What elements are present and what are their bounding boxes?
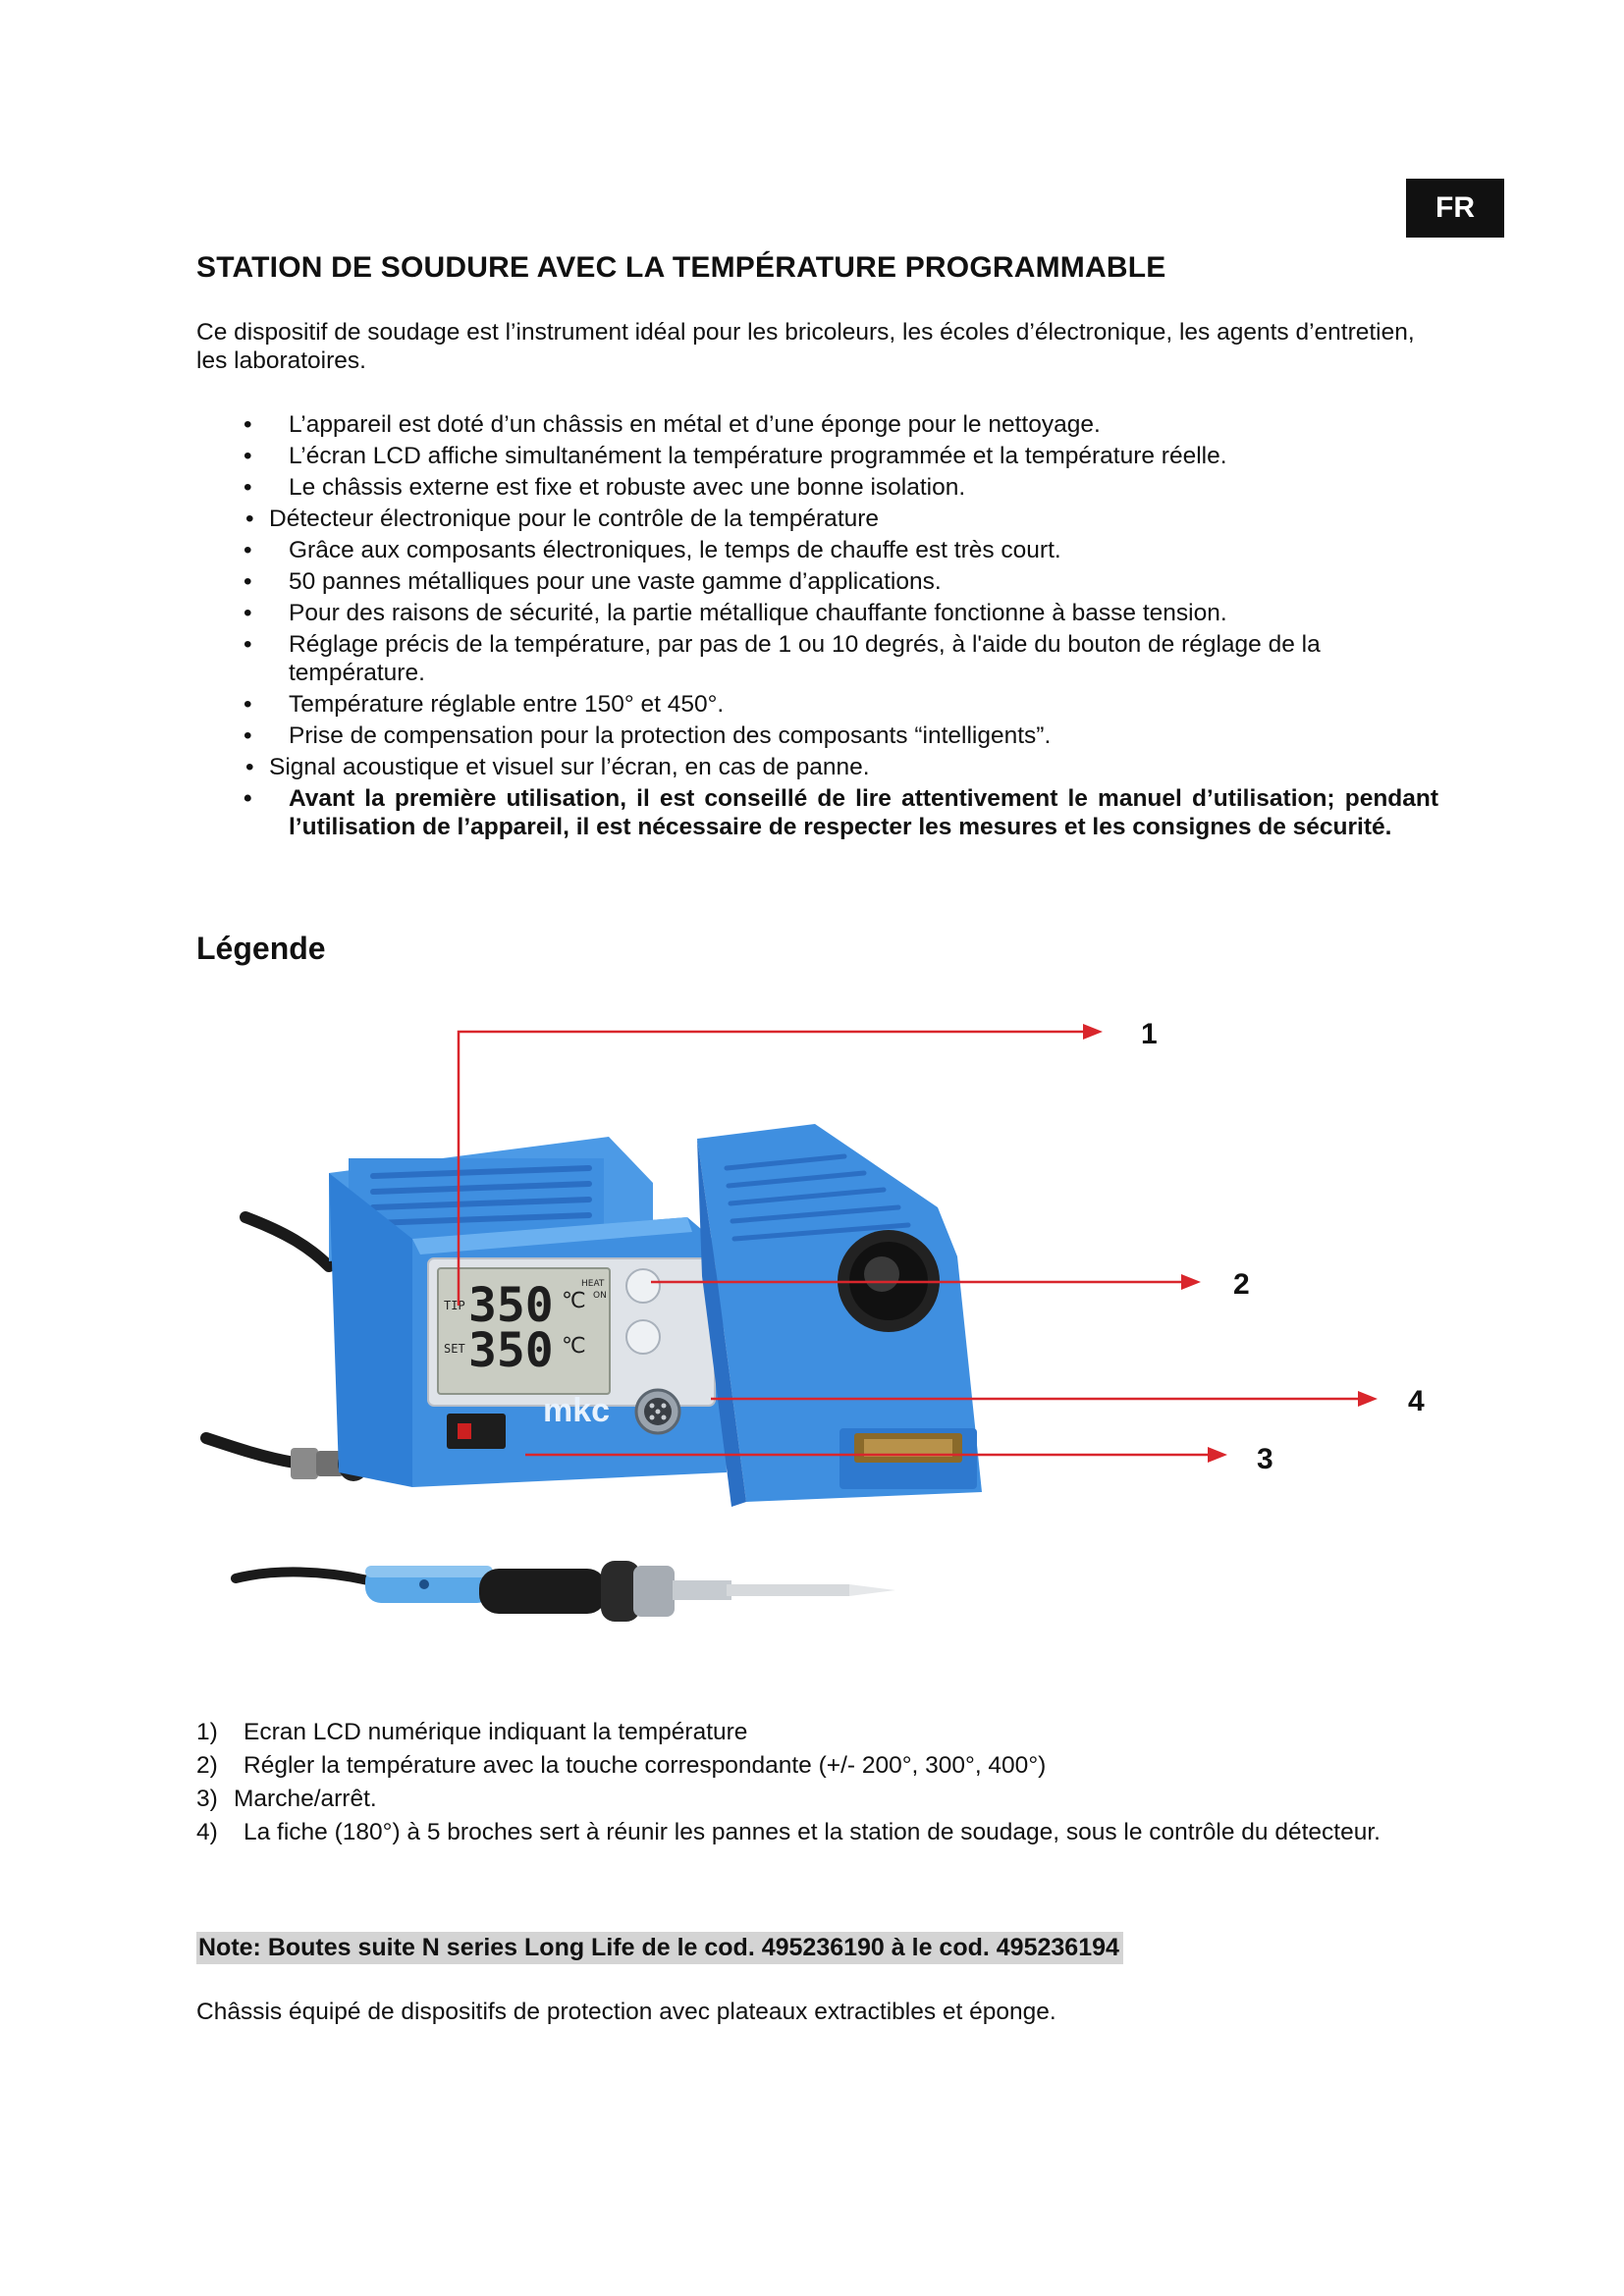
note-highlight: Note: Boutes suite N series Long Life de le cod. 495236190 à le cod. 495236194 [196,1932,1123,1964]
legend-title: Légende [196,931,326,966]
callout-arrowheads [1083,1024,1378,1463]
lcd-on-indicator: ON [593,1291,607,1301]
lcd-temp-set: 350 [468,1323,554,1378]
bullet: • [244,631,252,658]
lcd-label-set: SET [444,1342,465,1356]
power-switch [447,1414,506,1449]
legend-item: 1) Ecran LCD numérique indiquant la température [196,1719,748,1745]
feature-item: • L’appareil est doté d’un châssis en métal et d’une éponge pour le nettoyage. [244,411,1101,438]
feature-item: • Signal acoustique et visuel sur l’écran, en cas de panne. [245,754,870,780]
feature-item: • Prise de compensation pour la protection des composants “intelligents”. [244,722,1052,749]
control-unit [329,1137,727,1487]
legend-item: 3) Marche/arrêt. [196,1786,377,1812]
lcd-heat-indicator: HEAT [581,1279,605,1289]
callout-label-3: 3 [1257,1443,1273,1475]
callout-label-4: 4 [1408,1385,1425,1417]
soldering-station-figure [0,982,1624,1698]
feature-item: • Le châssis externe est fixe et robuste avec une bonne isolation. [244,474,966,501]
bullet: • [244,411,252,438]
temp-up-button [626,1269,660,1303]
lcd-unit-top: ℃ [562,1289,586,1313]
bullet: • [244,722,252,749]
lcd-temp-actual: 350 [468,1278,554,1333]
feature-item-warning: • Avant la première utilisation, il est conseillé de lire attentivement le manuel d’utilisation; pendant l’utilisation de l’appareil, il est nécessaire de respecter les mesures et les consignes de sécurité. [244,785,1438,840]
callout-label-1: 1 [1141,1018,1158,1050]
lcd-label-tip: TIP [444,1299,465,1312]
document-title: STATION DE SOUDURE AVEC LA TEMPÉRATURE PROGRAMMABLE [196,251,1166,284]
bullet: • [244,691,252,718]
feature-item: • Pour des raisons de sécurité, la partie métallique chauffante fonctionne à basse tension. [244,600,1227,626]
legend-item: 4) La fiche (180°) à 5 broches sert à réunir les pannes et la station de soudage, sous le contrôle du détecteur. [196,1819,1380,1845]
feature-item: • Grâce aux composants électroniques, le temps de chauffe est très court. [244,537,1061,563]
bullet: • [245,506,254,532]
legend-list [196,1716,1438,1849]
feature-item: • 50 pannes métalliques pour une vaste gamme d’applications. [244,568,942,595]
callout-label-2: 2 [1233,1268,1250,1301]
language-badge: FR [1406,179,1504,238]
bullet: • [245,754,254,780]
intro-paragraph: Ce dispositif de soudage est l’instrument idéal pour les bricoleurs, les écoles d’électronique, les agents d’entretien, les laboratoires. [196,319,1415,374]
soldering-iron [236,1561,895,1622]
feature-list [196,410,1438,844]
lcd-unit-bottom: ℃ [562,1334,586,1359]
bullet: • [244,474,252,501]
temp-down-button [626,1320,660,1354]
feature-item: • L’écran LCD affiche simultanément la température programmée et la température réelle. [244,443,1227,469]
bullet: • [244,785,252,812]
power-cable [245,1217,329,1266]
legend-item: 2) Régler la température avec la touche correspondante (+/- 200°, 300°, 400°) [196,1752,1047,1779]
bullet: • [244,600,252,626]
bullet: • [244,568,252,595]
feature-item: • Détecteur électronique pour le contrôle de la température [245,506,880,532]
feature-item: • Température réglable entre 150° et 450°. [244,691,725,718]
bullet: • [244,537,252,563]
bullet: • [244,443,252,469]
brand-logo: mkc [543,1392,611,1429]
feature-item: • Réglage précis de la température, par pas de 1 ou 10 degrés, à l'aide du bouton de réglage de la température. [244,631,1321,686]
chassis-note: Châssis équipé de dispositifs de protection avec plateaux extractibles et éponge. [196,1999,1056,2025]
iron-holder [697,1124,982,1507]
